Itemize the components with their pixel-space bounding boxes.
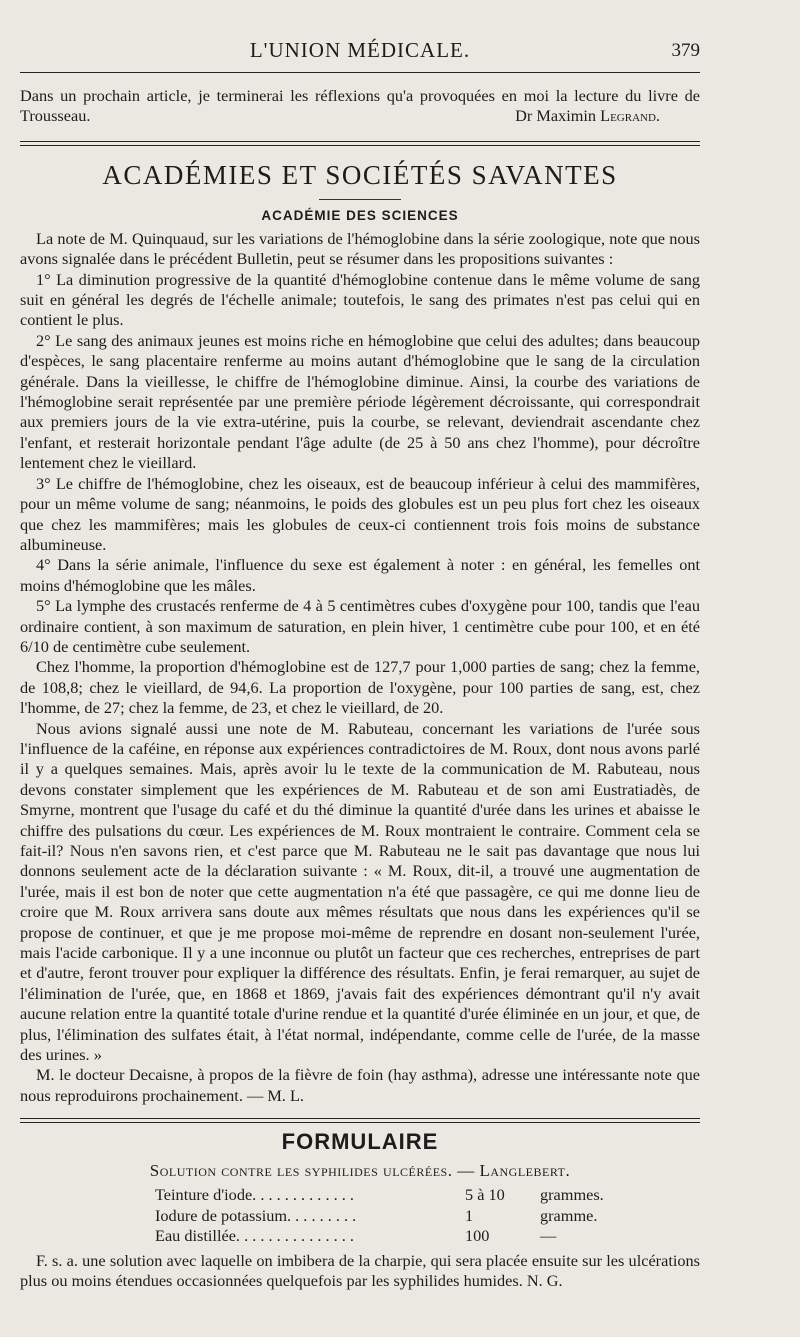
paragraph: 5° La lymphe des crustacés renferme de 4 à 5 centimètres cubes d'oxygène pour 100, tandis que l'eau ordinaire contient, à son maximum de saturation, en plein hiver, 1 centimètre cube pour 100, et en été 6/10 de centimètre cube seulement. — [20, 596, 700, 656]
ingredient-quantity: 5 à 10 — [465, 1185, 505, 1205]
ingredient-quantity: 1 — [465, 1205, 474, 1225]
title-underline — [319, 199, 401, 200]
paragraph: 4° Dans la série animale, l'influence du sexe est également à noter : en général, les femelles ont moins d'hémoglobine que les mâles. — [20, 555, 700, 595]
author-signature — [20, 106, 700, 126]
recipe-note: F. s. a. une solution avec laquelle on imbibera de la charpie, qui sera placée ensuite sur les ulcérations plus ou moins étendues occasionnées quelquefois par les syphilides humides. N. G. — [20, 1250, 700, 1291]
subsection-title: ACADÉMIE DES SCIENCES — [261, 207, 459, 223]
formulaire-separator — [20, 1118, 700, 1123]
formulaire-title: FORMULAIRE — [281, 1129, 439, 1155]
paragraph: M. le docteur Decaisne, à propos de la fièvre de foin (hay asthma), adresse une intéressante note que nous reproduirons prochainement. — M. L. — [20, 1065, 700, 1105]
ingredient-name: Eau distillée. . . . . . . . . . . . . . . — [155, 1226, 354, 1246]
page — [20, 38, 700, 1292]
ingredient-unit: — — [540, 1226, 557, 1246]
ingredient-name: Iodure de potassium. . . . . . . . . — [155, 1205, 357, 1225]
paragraph: Chez l'homme, la proportion d'hémoglobine est de 127,7 pour 1,000 parties de sang; chez la femme, de 108,8; chez le vieillard, de 94,6. La proportion de l'oxygène, pour 100 parties de sang, est, chez l'homme, de 27; chez la femme, de 23, et chez le vieillard, de 20. — [20, 657, 700, 718]
signature-name: Legrand. — [600, 106, 660, 126]
signature-prefix: Dr Maximin — [515, 106, 601, 126]
paragraph: Nous avions signalé aussi une note de M. Rabuteau, concernant les variations de l'urée sous l'influence de la caféine, en réponse aux expériences contradictoires de M. Roux, dont nous avons parlé il y a quelques semaines. Mais, après avoir lu le texte de la communication de M. Rabuteau, nous devons constater simplement que les expériences de M. Rabuteau et de son ami Eustratiadès, de Smyrne, montrent que l'usage du café et du thé diminue la quantité d'urée dans les urines et abaisse le chiffre des pulsations du cœur. Les expériences de M. Roux montraient le contraire. Comment cela se fait-il? Nous n'en savons rien, et c'est parce que M. Rabuteau ne le sait pas davantage que nous lui donnons seulement acte de la déclaration suivante : « M. Roux, dit-il, a trouvé une augmentation de l'urée, mais il est bon de noter que cette augmentation n'a été que passagère, ce qui me donne lieu de croire que M. Roux arrivera sans doute aux mêmes résultats que nous dans les expériences qu'il se propose de continuer, et que je me propose moi-même de reprendre en dosant non-seulement l'urée, mais l'acide carbonique. Il y a une inconnue ou plutôt un facteur que ces recherches, entreprises de part et d'autre, feront trouver pour expliquer la différence des résultats. Enfin, je ferai remarquer, au sujet de l'élimination de l'urée, que, en 1868 et 1869, j'avais fait des expériences démontrant qu'il n'y avait aucune relation entre la quantité totale d'urine rendue et la quantité d'urée éliminée en un jour, et que, de plus, l'élimination des sulfates était, à l'état normal, indépendante, comme celle de l'urée, de la masse des urines. » — [20, 718, 700, 1065]
paragraph: La note de M. Quinquaud, sur les variations de l'hémoglobine dans la série zoologique, note que nous avons signalée dans le précédent Bulletin, peut se résumer dans les propositions suivantes : — [20, 228, 700, 269]
previous-article-text: Dans un prochain article, je terminerai les réflexions qu'a provoquées en moi la lecture du livre de Trousseau. — [20, 86, 700, 126]
ingredient-list — [20, 1185, 700, 1247]
ingredient-name: Teinture d'iode. . . . . . . . . . . . . — [155, 1185, 354, 1205]
running-head — [20, 38, 700, 72]
ingredient-row — [20, 1206, 700, 1227]
paragraph: 2° Le sang des animaux jeunes est moins riche en hémoglobine que celui des adultes; dans beaucoup d'espèces, le sang placentaire renferme au moins autant d'hémoglobine que le sang de la circulation générale. Dans la vieillesse, le chiffre de l'hémoglobine diminue. Ainsi, la courbe des variations de l'hémoglobine serait représentée par une première période légèrement décroissante, qui correspondrait aux premiers jours de la vie extra-utérine, puis la courbe, se relevant, deviendrait ascendante chez l'enfant, et resterait horizontale pendant l'âge adulte (de 25 à 50 ans chez l'homme), pour décroître lentement chez le vieillard. — [20, 330, 700, 473]
recipe-title: Solution contre les syphilides ulcérées. — Langlebert. — [149, 1161, 571, 1181]
ingredient-quantity: 100 — [465, 1226, 490, 1246]
paragraph: 3° Le chiffre de l'hémoglobine, chez les oiseaux, est de beaucoup inférieur à celui des mammifères, pour un même volume de sang; néanmoins, le poids des globules est un peu plus fort chez les oiseaux que chez les mammifères; mais les globules de ceux-ci contiennent trois fois moins de substance albumineuse. — [20, 473, 700, 554]
section-title: ACADÉMIES ET SOCIÉTÉS SAVANTES — [102, 159, 618, 190]
ingredient-unit: grammes. — [540, 1185, 604, 1205]
ingredient-row — [20, 1226, 700, 1247]
paragraph: 1° La diminution progressive de la quantité d'hémoglobine contenue dans le même volume de sang suit en général les degrés de l'échelle animale; toutefois, le sang des primates n'est pas celui qui en contient le plus. — [20, 269, 700, 330]
ingredient-row — [20, 1185, 700, 1206]
journal-title: L'UNION MÉDICALE. — [249, 38, 471, 62]
ingredient-unit: gramme. — [540, 1205, 598, 1225]
section-separator — [20, 141, 700, 146]
academies-body — [20, 229, 700, 1106]
page-number: 379 — [671, 40, 700, 61]
previous-article-end — [20, 86, 700, 127]
header-rule — [20, 72, 700, 73]
